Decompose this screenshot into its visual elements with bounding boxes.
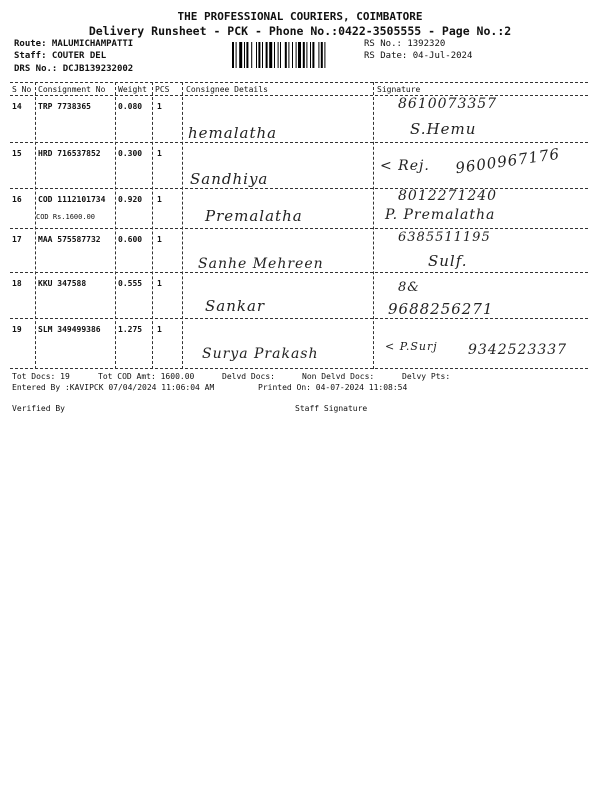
row-sno: 17	[12, 235, 22, 244]
row-divider	[10, 318, 588, 319]
company-name: THE PROFESSIONAL COURIERS, COIMBATORE	[177, 10, 423, 23]
row-pcs: 1	[157, 149, 162, 158]
handwritten-phone: 9342523337	[468, 342, 568, 358]
printed-on: Printed On: 04-07-2024 11:08:54	[258, 383, 408, 392]
row-weight: 0.600	[118, 235, 143, 244]
col-header-signature: Signature	[377, 85, 421, 94]
staff-signature-label: Staff Signature	[295, 404, 368, 413]
handwritten-consignee: Premalatha	[205, 207, 303, 225]
handwritten-phone: 9688256271	[388, 300, 494, 318]
handwritten-consignee: Sankar	[205, 297, 266, 315]
handwritten-signature: S.Hemu	[410, 120, 477, 138]
row-pcs: 1	[157, 102, 162, 111]
total-docs: Tot Docs: 19	[12, 372, 70, 381]
row-consignment: MAA 575587732	[38, 235, 101, 244]
row-consignment: TRP 7738365	[38, 102, 91, 111]
row-weight: 0.920	[118, 195, 143, 204]
handwritten-consignee: Surya Prakash	[202, 346, 319, 362]
row-divider	[10, 272, 588, 273]
table-header-rule	[10, 95, 588, 96]
row-pcs: 1	[157, 325, 162, 334]
handwritten-consignee: Sandhiya	[190, 170, 269, 188]
drs-number: DRS No.: DCJB139232002	[14, 64, 134, 74]
row-sno: 14	[12, 102, 22, 111]
delivered-docs: Delvd Docs:	[222, 372, 275, 381]
barcode	[232, 42, 358, 68]
row-consignment: COD 1112101734	[38, 195, 106, 204]
row-sno: 15	[12, 149, 22, 158]
handwritten-consignee: Sanhe Mehreen	[198, 256, 324, 272]
row-pcs: 1	[157, 195, 162, 204]
row-consignment: SLM 349499386	[38, 325, 101, 334]
row-divider	[10, 188, 588, 189]
col-header-weight: Weight	[118, 85, 147, 94]
delivery-points: Delvy Pts:	[402, 372, 451, 381]
column-divider	[152, 82, 153, 369]
handwritten-signature: < P.Surj	[385, 340, 438, 353]
row-consignment: HRD 716537852	[38, 149, 101, 158]
entered-by: Entered By :KAVIPCK 07/04/2024 11:06:04 AM	[12, 383, 215, 392]
total-cod-amount: Tot COD Amt: 1600.00	[98, 372, 195, 381]
rs-date: RS Date: 04-Jul-2024	[364, 51, 473, 61]
handwritten-phone: 8012271240	[398, 188, 498, 204]
column-divider	[115, 82, 116, 369]
handwritten-phone: 9600967176	[454, 144, 562, 178]
runsheet-title: Delivery Runsheet - PCK - Phone No.:0422-3505555 - Page No.:2	[88, 24, 512, 38]
table-top-rule	[10, 82, 588, 83]
handwritten-signature: < Rej.	[380, 158, 430, 174]
staff-label: Staff: COUTER DEL	[14, 51, 107, 61]
row-divider	[10, 142, 588, 143]
handwritten-phone: 8610073357	[398, 96, 498, 112]
row-sno: 19	[12, 325, 22, 334]
route-label: Route: MALUMICHAMPATTI	[14, 39, 134, 49]
row-weight: 0.555	[118, 279, 143, 288]
handwritten-phone: 6385511195	[398, 230, 491, 245]
col-header-consignee: Consignee Details	[186, 85, 268, 94]
handwritten-signature: P. Premalatha	[385, 207, 496, 223]
handwritten-signature: Sulf.	[428, 252, 468, 270]
row-sno: 18	[12, 279, 22, 288]
row-weight: 0.080	[118, 102, 143, 111]
col-header-consignment: Consignment No	[38, 85, 106, 94]
col-header-pcs: PCS	[155, 85, 170, 94]
cod-amount-note: COD Rs.1600.00	[36, 213, 96, 221]
row-pcs: 1	[157, 279, 162, 288]
row-pcs: 1	[157, 235, 162, 244]
row-consignment: KKU 347588	[38, 279, 87, 288]
handwritten-signature: 8&	[398, 280, 420, 295]
non-delivered-docs: Non Delvd Docs:	[302, 372, 375, 381]
verified-by-label: Verified By	[12, 404, 65, 413]
col-header-sno: S No	[12, 85, 32, 94]
row-divider	[10, 228, 588, 229]
handwritten-consignee: hemalatha	[188, 124, 278, 142]
column-divider	[373, 82, 374, 369]
row-weight: 0.300	[118, 149, 143, 158]
row-weight: 1.275	[118, 325, 143, 334]
table-bottom-rule	[10, 368, 588, 369]
rs-number: RS No.: 1392320	[364, 39, 446, 49]
column-divider	[182, 82, 183, 369]
row-sno: 16	[12, 195, 22, 204]
column-divider	[35, 82, 36, 369]
